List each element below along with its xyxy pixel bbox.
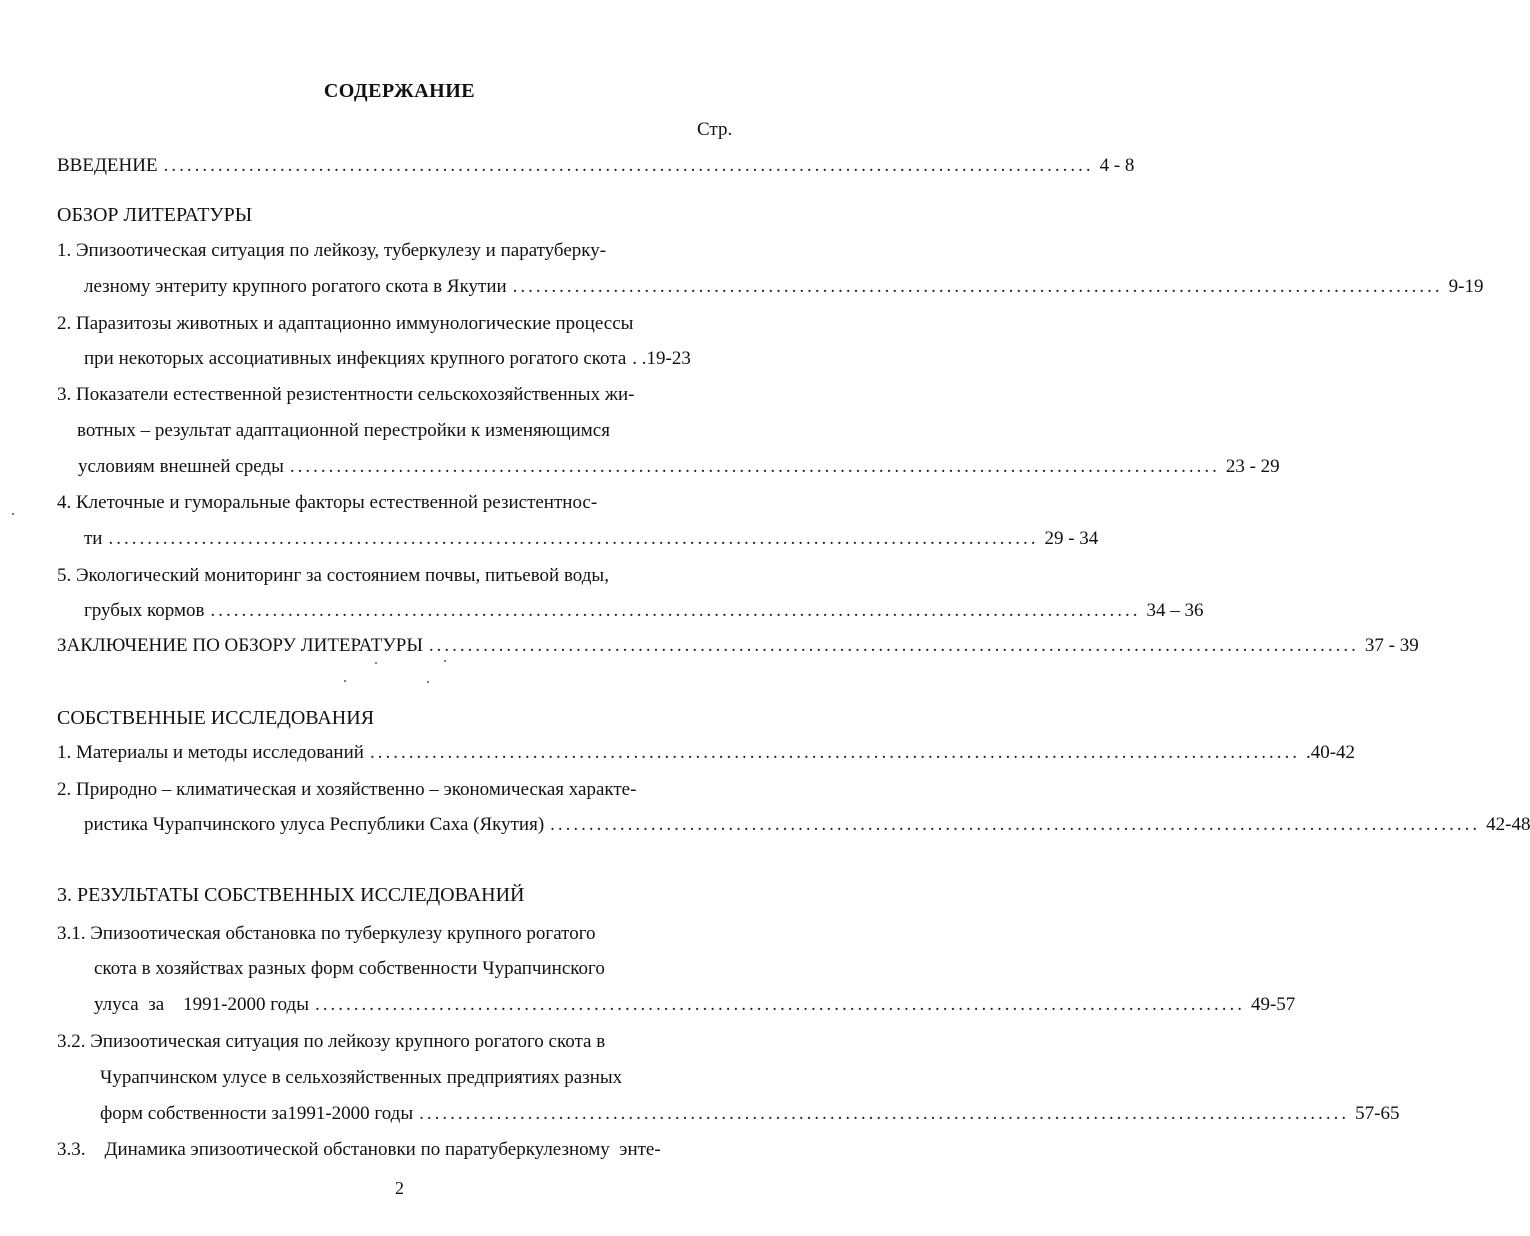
toc-entry-pages: 42-48 bbox=[1486, 814, 1530, 835]
toc-entry-pages: 34 – 36 bbox=[1146, 600, 1204, 621]
leader-dots: ........................................................................................................................ bbox=[369, 742, 1300, 763]
toc-entry-text: ВВЕДЕНИЕ bbox=[57, 155, 158, 176]
scan-speck bbox=[444, 660, 446, 662]
scan-speck bbox=[12, 513, 14, 515]
toc-entry-results-3-2[interactable] bbox=[100, 1102, 1400, 1126]
toc-entry-pages: 23 - 29 bbox=[1225, 456, 1280, 477]
leader-dots: ........................................................................................................................ bbox=[210, 600, 1141, 621]
toc-entry-text: ЗАКЛЮЧЕНИЕ ПО ОБЗОРУ ЛИТЕРАТУРЫ bbox=[57, 635, 423, 656]
toc-entry-pages: 4 - 8 bbox=[1099, 155, 1135, 176]
toc-entry-pages: .40-42 bbox=[1305, 742, 1356, 763]
toc-entry-lit-3[interactable] bbox=[78, 455, 1280, 479]
leader-dots: ........................................................................................................................ bbox=[428, 635, 1359, 656]
toc-entry-text: грубых кормов bbox=[84, 600, 205, 621]
toc-entry-pages: 37 - 39 bbox=[1364, 635, 1419, 656]
toc-entry-line: 3. Показатели естественной резистентности сельскохозяйственных жи- bbox=[57, 384, 635, 405]
toc-entry-pages: 9-19 bbox=[1448, 276, 1484, 297]
toc-entry-own-1[interactable] bbox=[57, 741, 1356, 765]
leader-dots: ........................................................................................................................ bbox=[512, 276, 1443, 297]
toc-entry-text: ристика Чурапчинского улуса Республики Саха (Якутия) bbox=[84, 814, 545, 835]
toc-entry-pages: 57-65 bbox=[1355, 1103, 1400, 1124]
toc-entry-lit-4[interactable] bbox=[84, 527, 1099, 551]
scan-speck bbox=[344, 680, 346, 682]
leader-dots: ........................................................................................................................ bbox=[314, 994, 1245, 1015]
leader-dots: ........................................................................................................................ bbox=[289, 456, 1220, 477]
pages-column-label: Стр. bbox=[697, 119, 733, 140]
toc-entry-text: 1. Материалы и методы исследований bbox=[57, 742, 364, 763]
toc-entry-lit-2[interactable] bbox=[84, 347, 755, 371]
toc-entry-pages: 49-57 bbox=[1250, 994, 1296, 1015]
toc-entry-line: 2. Природно – климатическая и хозяйственно – экономическая характе- bbox=[57, 779, 637, 800]
toc-entry-line: Чурапчинском улусе в сельхозяйственных предприятиях разных bbox=[100, 1067, 623, 1088]
toc-entry-line: 3.2. Эпизоотическая ситуация по лейкозу крупного рогатого скота в bbox=[57, 1031, 606, 1052]
toc-entry-line: 4. Клеточные и гуморальные факторы естественной резистентнос- bbox=[57, 492, 598, 513]
toc-entry-line: 3.1. Эпизоотическая обстановка по туберкулезу крупного рогатого bbox=[57, 923, 596, 944]
section-heading-lit-review: ОБЗОР ЛИТЕРАТУРЫ bbox=[57, 204, 253, 226]
toc-entry-lit-1[interactable] bbox=[84, 275, 1484, 299]
section-heading-own-research: СОБСТВЕННЫЕ ИССЛЕДОВАНИЯ bbox=[57, 707, 375, 729]
toc-entry-pages: 29 - 34 bbox=[1044, 528, 1099, 549]
toc-entry-line: вотных – результат адаптационной перестройки к изменяющимся bbox=[77, 420, 610, 441]
toc-entry-text: лезному энтериту крупного рогатого скота в Якутии bbox=[84, 276, 507, 297]
toc-entry-pages: . .19-23 bbox=[632, 348, 691, 369]
toc-entry-text: ти bbox=[84, 528, 103, 549]
page-number: 2 bbox=[395, 1178, 404, 1198]
toc-entry-text: при некоторых ассоциативных инфекциях крупного рогатого скота bbox=[84, 348, 627, 369]
toc-entry-text: форм собственности за1991-2000 годы bbox=[100, 1103, 414, 1124]
toc-entry-results-3-1[interactable] bbox=[94, 993, 1296, 1017]
leader-dots: ........................................................................................................................ bbox=[163, 155, 1094, 176]
toc-entry-intro[interactable] bbox=[57, 154, 1135, 178]
toc-entry-line: скота в хозяйствах разных форм собственности Чурапчинского bbox=[94, 958, 605, 979]
toc-entry-line: 1. Эпизоотическая ситуация по лейкозу, туберкулезу и паратуберку- bbox=[57, 240, 607, 261]
toc-entry-text: условиям внешней среды bbox=[78, 456, 284, 477]
toc-entry-line: 3.3. Динамика эпизоотической обстановки по паратуберкулезному энте- bbox=[57, 1139, 661, 1160]
toc-entry-own-2[interactable] bbox=[84, 813, 1530, 837]
section-heading-results: 3. РЕЗУЛЬТАТЫ СОБСТВЕННЫХ ИССЛЕДОВАНИЙ bbox=[57, 884, 525, 906]
leader-dots: ........................................................................................................................ bbox=[550, 814, 1481, 835]
scan-speck bbox=[375, 662, 377, 664]
toc-entry-lit-5[interactable] bbox=[84, 599, 1204, 623]
scan-speck bbox=[427, 681, 429, 683]
leader-dots: ........................................................................................................................ bbox=[419, 1103, 1350, 1124]
toc-entry-line: 5. Экологический мониторинг за состоянием почвы, питьевой воды, bbox=[57, 565, 609, 586]
toc-entry-line: 2. Паразитозы животных и адаптационно иммунологические процессы bbox=[57, 313, 634, 334]
toc-entry-text: улуса за 1991-2000 годы bbox=[94, 994, 309, 1015]
page-title: СОДЕРЖАНИЕ bbox=[323, 80, 476, 102]
leader-dots: ........................................................................................................................ bbox=[108, 528, 1039, 549]
toc-entry-lit-conclusion[interactable] bbox=[57, 634, 1419, 658]
